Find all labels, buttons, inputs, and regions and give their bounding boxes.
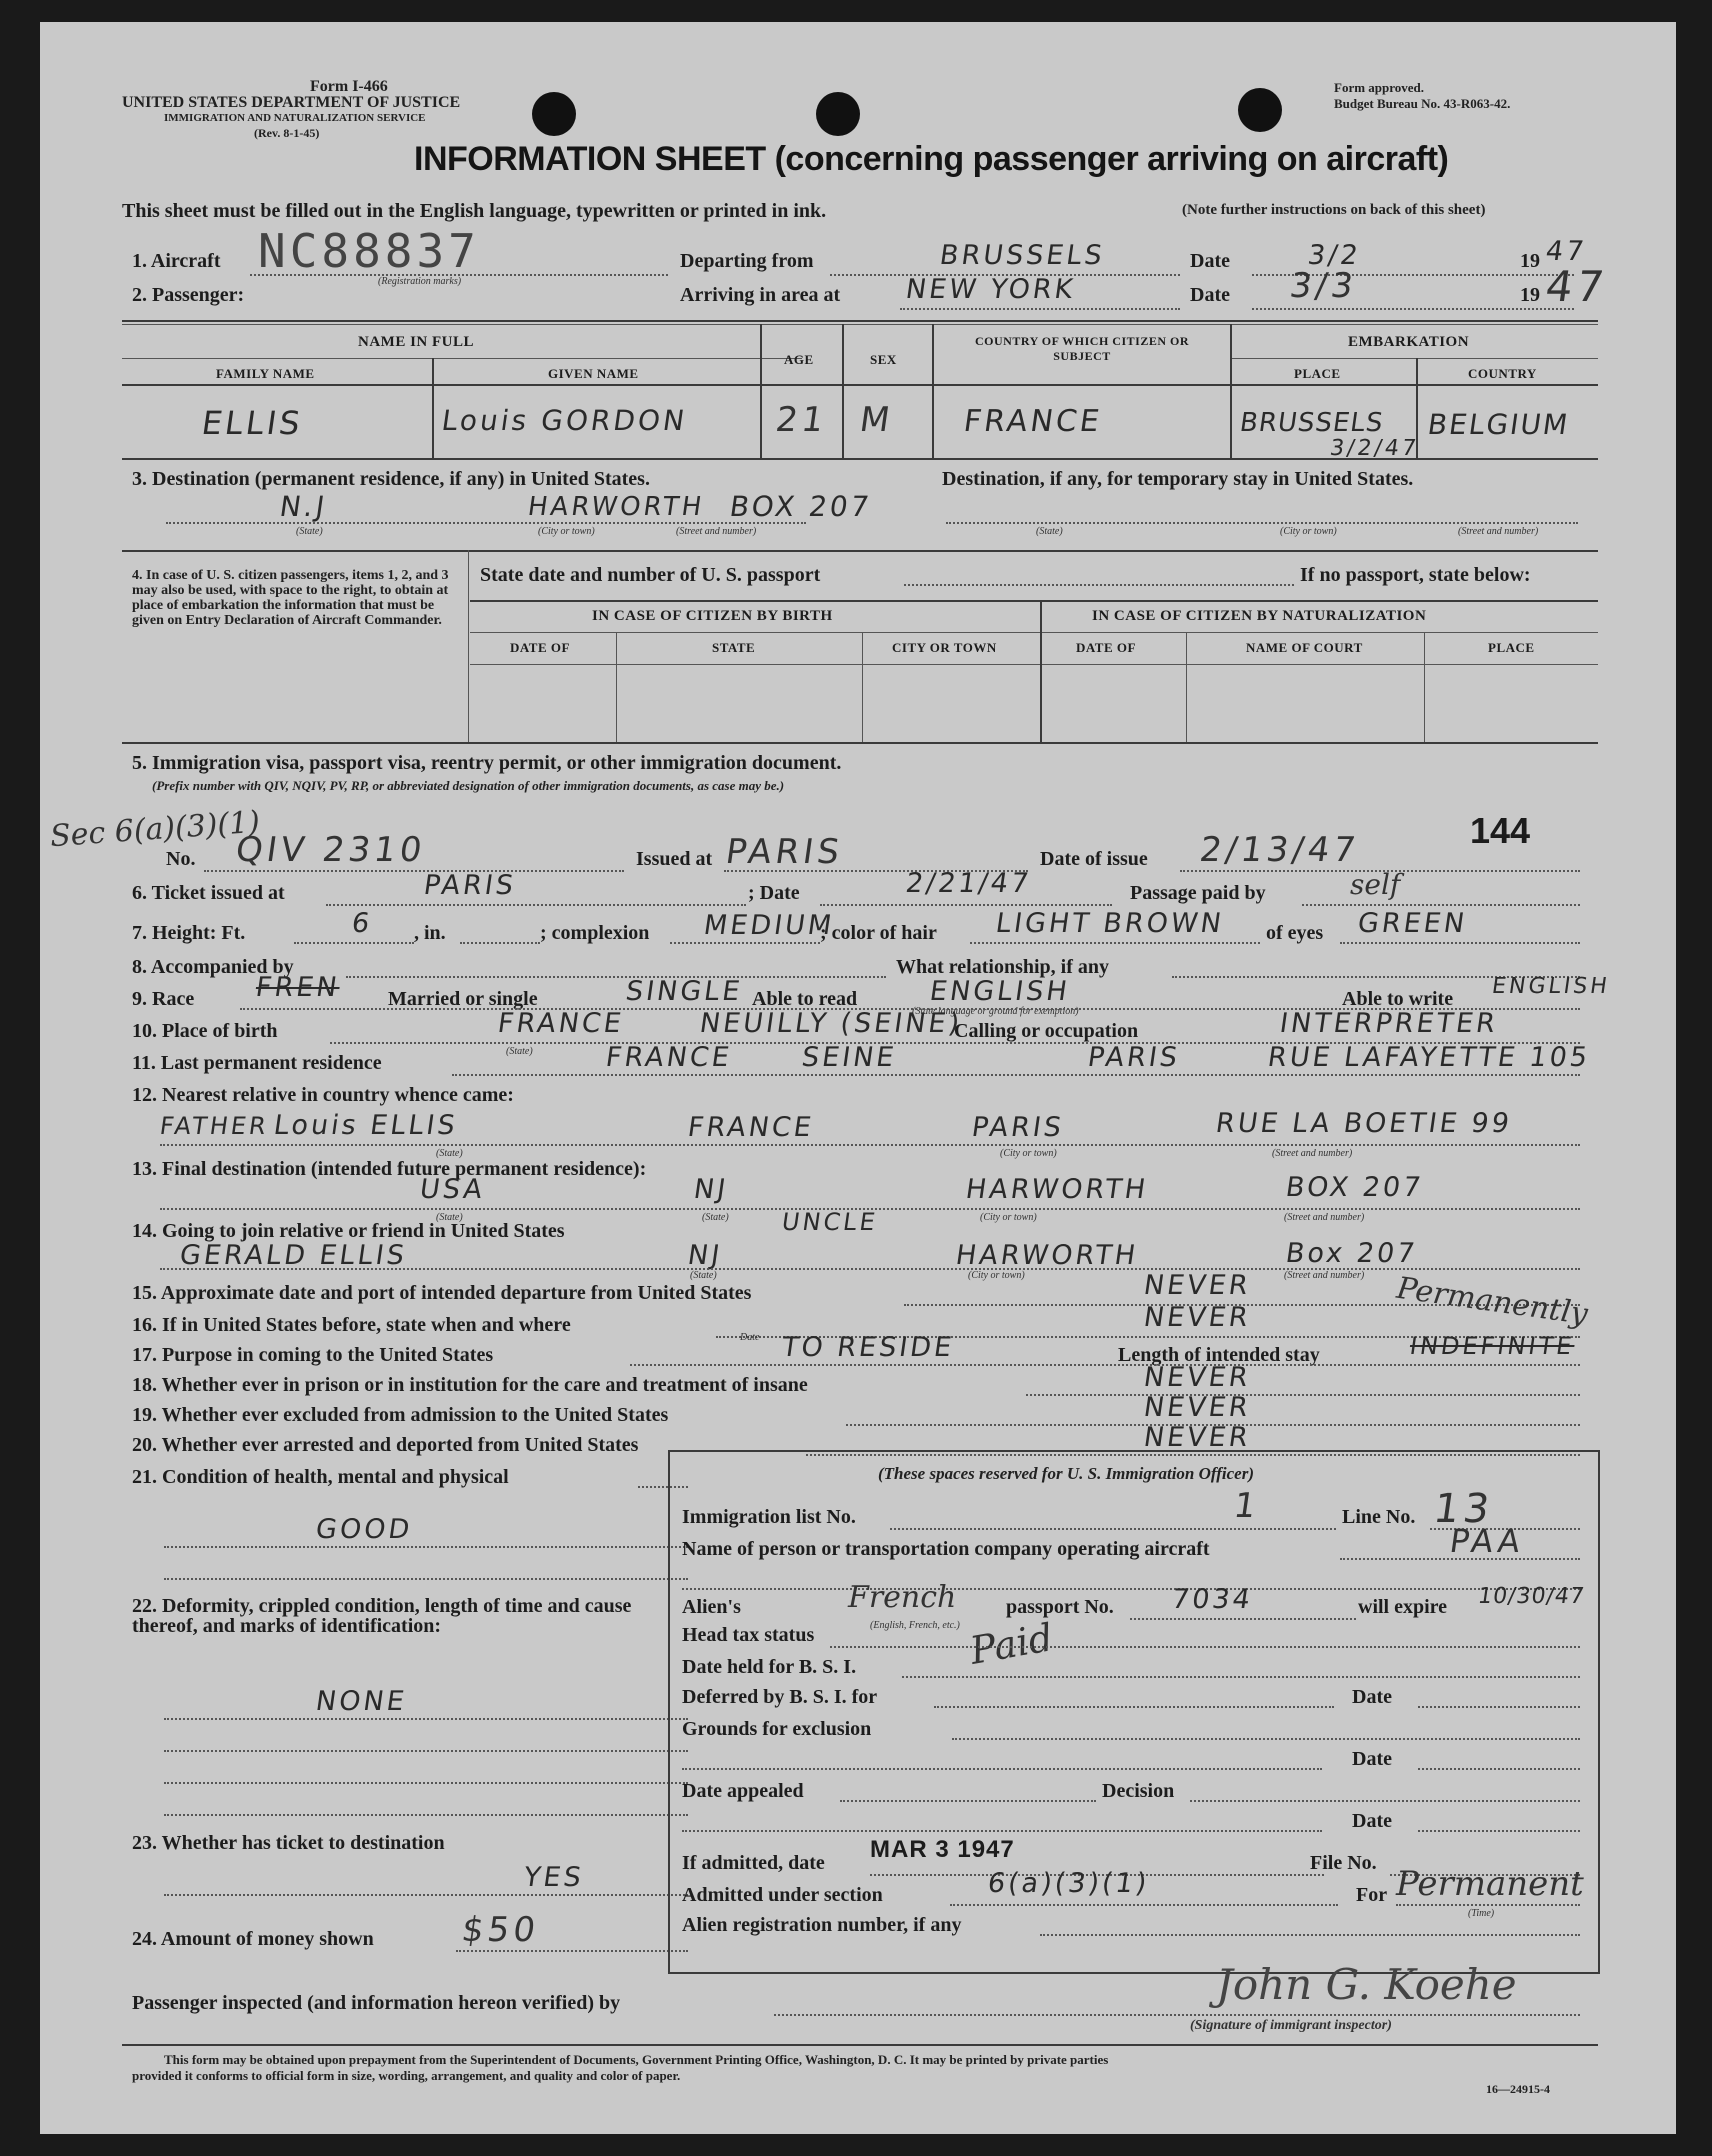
item-6-label: 6. Ticket issued at bbox=[132, 882, 285, 904]
item-4-vline bbox=[468, 550, 469, 742]
join-state-caption: (State) bbox=[690, 1270, 717, 1281]
date-of-issue-label: Date of issue bbox=[1040, 848, 1148, 870]
eyes-label: of eyes bbox=[1266, 922, 1324, 944]
item-15-label: 15. Approximate date and port of intended departure from United States bbox=[132, 1282, 752, 1304]
item-14-label: 14. Going to join relative or friend in United States bbox=[132, 1220, 565, 1242]
appealed-dotline bbox=[840, 1800, 1096, 1802]
hair-dotline bbox=[970, 942, 1260, 944]
passage-paid-label: Passage paid by bbox=[1130, 882, 1266, 904]
join-street-caption: (Street and number) bbox=[1284, 1270, 1365, 1281]
item-22-dotline-3 bbox=[164, 1782, 688, 1784]
item-21-value: GOOD bbox=[313, 1514, 415, 1545]
deferred-date-dotline bbox=[1418, 1706, 1580, 1708]
age-header: AGE bbox=[784, 352, 814, 367]
vline-5 bbox=[1230, 324, 1232, 458]
decision-date-dotline bbox=[1418, 1830, 1580, 1832]
item-16-value: NEVER bbox=[1141, 1302, 1253, 1333]
language-caption: (State language or ground for exemption) bbox=[912, 1006, 1079, 1017]
expire-label: will expire bbox=[1358, 1596, 1448, 1618]
issued-at-label: Issued at bbox=[636, 848, 713, 870]
item-18-value: NEVER bbox=[1141, 1362, 1253, 1393]
item-7-label: 7. Height: Ft. bbox=[132, 922, 246, 944]
join-state: NJ bbox=[685, 1240, 725, 1271]
arriving-year: 47 bbox=[1542, 262, 1611, 311]
destination-street: BOX 207 bbox=[727, 490, 874, 523]
col-date-of-1: DATE OF bbox=[510, 640, 570, 655]
item-8-label: 8. Accompanied by bbox=[132, 956, 294, 978]
embark-date-value: 3/2/47 bbox=[1328, 436, 1421, 461]
arriving-date: 3/3 bbox=[1287, 266, 1360, 306]
final-state: NJ bbox=[691, 1174, 731, 1205]
hair-label: ; color of hair bbox=[820, 922, 937, 944]
item-22-value: NONE bbox=[313, 1686, 409, 1717]
deferred-dotline bbox=[934, 1706, 1334, 1708]
alien-reg-label: Alien registration number, if any bbox=[682, 1914, 962, 1936]
admitted-label: If admitted, date bbox=[682, 1852, 825, 1874]
citizen-value: FRANCE bbox=[961, 404, 1105, 439]
sex-value: M bbox=[857, 400, 897, 440]
given-name-value: Louis GORDON bbox=[439, 404, 690, 437]
operator-label: Name of person or transportation company operating aircraft bbox=[682, 1538, 1210, 1560]
item-11-dotline bbox=[452, 1074, 1580, 1076]
issued-at-value: PARIS bbox=[723, 832, 846, 872]
item-24-dotline bbox=[456, 1950, 688, 1952]
col-city: CITY OR TOWN bbox=[892, 640, 997, 655]
section-dotline bbox=[950, 1904, 1338, 1906]
revision: (Rev. 8-1-45) bbox=[254, 126, 320, 140]
item-5-label: 5. Immigration visa, passport visa, reentry permit, or other immigration document. bbox=[132, 752, 842, 774]
departing-year: 47 bbox=[1543, 236, 1589, 267]
item-10-label: 10. Place of birth bbox=[132, 1020, 278, 1042]
item-4-col-3 bbox=[1186, 632, 1187, 742]
approval-line-1: Form approved. bbox=[1334, 80, 1425, 95]
grounds-date-label: Date bbox=[1352, 1748, 1392, 1770]
passport-no-dotline bbox=[1130, 1618, 1356, 1620]
item-14-dotline bbox=[160, 1268, 1580, 1270]
operator-dotline-2 bbox=[682, 1588, 1580, 1590]
sex-header: SEX bbox=[870, 352, 897, 367]
relative-country: FRANCE bbox=[685, 1112, 816, 1143]
item-15-value: NEVER bbox=[1141, 1270, 1253, 1301]
place-header: PLACE bbox=[1294, 366, 1341, 381]
held-label: Date held for B. S. I. bbox=[682, 1656, 857, 1678]
item-3-dotline bbox=[166, 522, 806, 524]
aliens-caption: (English, French, etc.) bbox=[870, 1620, 960, 1631]
item-4-col-2 bbox=[862, 632, 863, 742]
name-table-top bbox=[122, 320, 1598, 322]
passport-no-value: 7034 bbox=[1169, 1584, 1255, 1615]
relative-city-caption: (City or town) bbox=[1000, 1148, 1057, 1159]
item-12-dotline bbox=[160, 1144, 1580, 1146]
relative-relationship: FATHER bbox=[158, 1112, 271, 1140]
relative-street-caption: (Street and number) bbox=[1272, 1148, 1353, 1159]
stamp-number: 144 bbox=[1470, 810, 1531, 851]
family-name-value: ELLIS bbox=[199, 404, 306, 442]
deferred-label: Deferred by B. S. I. for bbox=[682, 1686, 878, 1708]
operator-dotline bbox=[1340, 1558, 1580, 1560]
col-state: STATE bbox=[712, 640, 756, 655]
head-tax-dotline bbox=[830, 1646, 1580, 1648]
officer-box-heading: (These spaces reserved for U. S. Immigration Officer) bbox=[878, 1464, 1255, 1483]
arriving-dotline bbox=[900, 308, 1180, 310]
residence-state-value: SEINE bbox=[799, 1042, 899, 1073]
name-table-head-bottom bbox=[122, 384, 1598, 386]
country-citizen-header: COUNTRY OF WHICH CITIZEN OR SUBJECT bbox=[975, 334, 1189, 363]
height-in-label: , in. bbox=[414, 922, 446, 944]
item-18-dotline bbox=[1026, 1394, 1580, 1396]
height-ft-dotline bbox=[294, 942, 414, 944]
punch-hole-1 bbox=[532, 92, 576, 136]
item-4-top bbox=[122, 550, 1598, 552]
list-no-value: 1 bbox=[1231, 1486, 1263, 1526]
visa-no-dotline bbox=[204, 870, 624, 872]
signature-caption: (Signature of immigrant inspector) bbox=[1190, 2018, 1392, 2033]
item-23-label: 23. Whether has ticket to destination bbox=[132, 1832, 445, 1854]
residence-city-value: PARIS bbox=[1085, 1042, 1183, 1073]
residence-country-value: FRANCE bbox=[603, 1042, 734, 1073]
item-5-sub: (Prefix number with QIV, NQIV, PV, RP, or abbreviated designation of other immigration documents, as case may be.) bbox=[152, 778, 785, 793]
state-caption-right: (State) bbox=[1036, 526, 1063, 537]
for-dotline bbox=[1396, 1904, 1580, 1906]
passenger-label: 2. Passenger: bbox=[132, 284, 245, 306]
vline-4 bbox=[932, 324, 934, 458]
read-value: ENGLISH bbox=[927, 976, 1072, 1007]
height-in-dotline bbox=[460, 942, 540, 944]
departing-value: BRUSSELS bbox=[937, 240, 1107, 271]
final-country: USA bbox=[417, 1174, 488, 1205]
section-value: 6(a)(3)(1) bbox=[985, 1868, 1152, 1899]
col-court: NAME OF COURT bbox=[1246, 640, 1363, 655]
for-label: For bbox=[1356, 1884, 1388, 1906]
list-no-label: Immigration list No. bbox=[682, 1506, 856, 1528]
list-no-dotline bbox=[890, 1528, 1336, 1530]
final-city-caption: (City or town) bbox=[980, 1212, 1037, 1223]
given-name-header: GIVEN NAME bbox=[548, 366, 639, 381]
passport-no-label: passport No. bbox=[1006, 1596, 1114, 1618]
passport-dotline bbox=[904, 584, 1294, 586]
item-4-col-4 bbox=[1424, 632, 1425, 742]
name-in-full-header: NAME IN FULL bbox=[358, 334, 475, 350]
hair-value: LIGHT BROWN bbox=[993, 908, 1226, 939]
inspected-label: Passenger inspected (and information hereon verified) by bbox=[132, 1992, 621, 2014]
arr-date-dotline bbox=[1252, 308, 1574, 310]
relative-name: Louis ELLIS bbox=[271, 1110, 460, 1141]
decision-date-label: Date bbox=[1352, 1810, 1392, 1832]
registration-caption: (Registration marks) bbox=[378, 276, 462, 287]
item-17-date-caption: Date bbox=[740, 1332, 760, 1343]
item-3-dotline-right bbox=[946, 522, 1578, 524]
item-17-value: TO RESIDE bbox=[779, 1332, 957, 1363]
item-18-label: 18. Whether ever in prison or in institution for the care and treatment of insane bbox=[132, 1374, 808, 1396]
final-city: HARWORTH bbox=[963, 1174, 1151, 1205]
aliens-value: French bbox=[848, 1580, 957, 1615]
instructions-left: This sheet must be filled out in the English language, typewritten or printed in ink. bbox=[122, 200, 827, 222]
final-state-caption: (State) bbox=[702, 1212, 729, 1223]
item-9-label: 9. Race bbox=[132, 988, 195, 1010]
head-tax-label: Head tax status bbox=[682, 1624, 815, 1646]
birth-country-caption: (State) bbox=[506, 1046, 533, 1057]
page-title: INFORMATION SHEET (concerning passenger arriving on aircraft) bbox=[414, 140, 1449, 178]
form-number: Form I-466 bbox=[310, 78, 388, 95]
expire-value: 10/30/47 bbox=[1476, 1584, 1587, 1609]
instructions-right: (Note further instructions on back of this sheet) bbox=[1182, 202, 1486, 218]
inspector-signature: John G. Koehe bbox=[1216, 1960, 1517, 2009]
footer-note-2: provided it conforms to official form in size, wording, arrangement, and quality and color of paper. bbox=[132, 2068, 681, 2083]
birth-country-value: FRANCE bbox=[495, 1008, 626, 1039]
item-4-col-1 bbox=[616, 632, 617, 742]
ticket-issued-value: PARIS bbox=[421, 870, 519, 901]
arriving-year-prefix: 19 bbox=[1520, 284, 1540, 306]
footer-rule bbox=[122, 2044, 1598, 2046]
country-header: COUNTRY bbox=[1468, 366, 1537, 381]
section-margin-note: Sec 6(a)(3)(1) bbox=[49, 804, 261, 855]
final-country-caption: (State) bbox=[436, 1212, 463, 1223]
citizen-by-nat-header: IN CASE OF CITIZEN BY NATURALIZATION bbox=[1092, 608, 1427, 624]
eyes-dotline bbox=[1340, 942, 1580, 944]
embark-sub bbox=[1232, 358, 1598, 359]
married-value: SINGLE bbox=[623, 976, 745, 1007]
passage-paid-value: self bbox=[1350, 868, 1401, 901]
departing-date: 3/2 bbox=[1305, 240, 1363, 271]
item-24-value: $50 bbox=[459, 1910, 542, 1950]
height-ft-value: 6 bbox=[349, 908, 375, 939]
birth-city-value: NEUILLY (SEINE) bbox=[697, 1008, 965, 1039]
permanently-note: Permanently bbox=[1394, 1270, 1590, 1333]
time-caption: (Time) bbox=[1468, 1908, 1495, 1919]
relative-city: PARIS bbox=[969, 1112, 1067, 1143]
occupation-value: INTERPRETER bbox=[1277, 1008, 1501, 1039]
item-3-label-right: Destination, if any, for temporary stay in United States. bbox=[942, 468, 1414, 490]
item-17-dotline bbox=[630, 1364, 1580, 1366]
final-street: BOX 207 bbox=[1283, 1172, 1426, 1203]
item-22-dotline-4 bbox=[164, 1814, 688, 1816]
item-19-value: NEVER bbox=[1141, 1392, 1253, 1423]
date-of-issue-value: 2/13/47 bbox=[1197, 830, 1362, 870]
item-22-dotline-1 bbox=[164, 1718, 688, 1720]
join-relationship: UNCLE bbox=[780, 1208, 880, 1236]
agency-line-1: UNITED STATES DEPARTMENT OF JUSTICE bbox=[122, 94, 461, 111]
item-21-label: 21. Condition of health, mental and physical bbox=[132, 1466, 509, 1488]
col-place: PLACE bbox=[1488, 640, 1535, 655]
item-6-dotline-1 bbox=[326, 904, 746, 906]
destination-city: HARWORTH bbox=[525, 492, 707, 522]
race-value: FREN bbox=[253, 972, 342, 1003]
item-4-mid bbox=[1040, 600, 1042, 742]
grounds-label: Grounds for exclusion bbox=[682, 1718, 872, 1740]
join-name: GERALD ELLIS bbox=[177, 1240, 409, 1271]
operator-value: PAA bbox=[1447, 1522, 1527, 1560]
item-23-value: YES bbox=[521, 1862, 586, 1893]
married-label: Married or single bbox=[388, 988, 538, 1010]
write-value: ENGLISH bbox=[1490, 974, 1612, 999]
visa-no-label: No. bbox=[166, 848, 196, 870]
item-21-dotline-3 bbox=[164, 1578, 688, 1580]
relationship-label: What relationship, if any bbox=[896, 956, 1109, 978]
embarkation-header: EMBARKATION bbox=[1348, 334, 1470, 350]
name-table-sub bbox=[122, 358, 802, 359]
item-21-dotline-2 bbox=[164, 1546, 688, 1548]
embark-country-value: BELGIUM bbox=[1425, 408, 1572, 441]
item-22-dotline-2 bbox=[164, 1750, 688, 1752]
write-label: Able to write bbox=[1342, 988, 1454, 1010]
head-tax-value: Paid bbox=[966, 1615, 1057, 1673]
departing-year-prefix: 19 bbox=[1520, 250, 1540, 272]
item-4-bottom bbox=[122, 742, 1598, 744]
item-3-label: 3. Destination (permanent residence, if any) in United States. bbox=[132, 468, 650, 490]
grounds-date-dotline bbox=[1418, 1768, 1580, 1770]
passport-label: State date and number of U. S. passport bbox=[480, 564, 821, 586]
item-6-dotline-3 bbox=[1302, 904, 1580, 906]
state-caption: (State) bbox=[296, 526, 323, 537]
line-no-label: Line No. bbox=[1342, 1506, 1416, 1528]
eyes-value: GREEN bbox=[1355, 908, 1470, 939]
aircraft-label: 1. Aircraft bbox=[132, 250, 221, 272]
decision-dotline bbox=[1190, 1800, 1580, 1802]
footer-note-1: This form may be obtained upon prepayment from the Superintendent of Documents, Government Printing Office, Washington, D. C. It may be printed by private parties bbox=[164, 2052, 1109, 2067]
arriving-label: Arriving in area at bbox=[680, 284, 841, 306]
form-sheet bbox=[40, 22, 1676, 2134]
residence-street-value: RUE LAFAYETTE 105 bbox=[1265, 1042, 1593, 1073]
arriving-date-label: Date bbox=[1190, 284, 1230, 306]
item-12-label: 12. Nearest relative in country whence came: bbox=[132, 1084, 514, 1106]
item-22-label: 22. Deformity, crippled condition, length of time and cause thereof, and marks of identification: bbox=[132, 1595, 632, 1637]
file-no-label: File No. bbox=[1310, 1852, 1377, 1874]
item-4-head-top bbox=[470, 600, 1598, 602]
line-no-value: 13 bbox=[1430, 1486, 1497, 1532]
grounds-dotline bbox=[952, 1738, 1580, 1740]
approval-line-2: Budget Bureau No. 43-R063-42. bbox=[1334, 96, 1511, 111]
item-19-label: 19. Whether ever excluded from admission to the United States bbox=[132, 1404, 669, 1426]
calling-label: Calling or occupation bbox=[954, 1020, 1139, 1042]
vline-3 bbox=[842, 324, 844, 458]
item-11-label: 11. Last permanent residence bbox=[132, 1052, 382, 1074]
read-label: Able to read bbox=[752, 988, 858, 1010]
aircraft-registration: NC88837 bbox=[258, 224, 480, 278]
item-8-dotline bbox=[346, 976, 886, 978]
citizen-by-birth-header: IN CASE OF CITIZEN BY BIRTH bbox=[592, 608, 833, 624]
alien-reg-dotline bbox=[1040, 1934, 1580, 1936]
city-caption-right: (City or town) bbox=[1280, 526, 1337, 537]
item-20-label: 20. Whether ever arrested and deported from United States bbox=[132, 1434, 639, 1456]
vline-2 bbox=[760, 324, 762, 458]
stay-value: INDEFINITE bbox=[1408, 1332, 1577, 1360]
ticket-date-value: 2/21/47 bbox=[903, 868, 1034, 899]
punch-hole-3 bbox=[1238, 88, 1282, 132]
name-table-top2 bbox=[122, 324, 1598, 325]
aliens-label: Alien's bbox=[682, 1596, 741, 1618]
deferred-date-label: Date bbox=[1352, 1686, 1392, 1708]
footer-code: 16—24915-4 bbox=[1486, 2082, 1550, 2096]
relative-street: RUE LA BOETIE 99 bbox=[1213, 1108, 1514, 1139]
city-caption: (City or town) bbox=[538, 526, 595, 537]
join-city-caption: (City or town) bbox=[968, 1270, 1025, 1281]
family-name-header: FAMILY NAME bbox=[216, 366, 315, 381]
final-street-caption: (Street and number) bbox=[1284, 1212, 1365, 1223]
for-value: Permanent bbox=[1396, 1864, 1584, 1904]
arriving-value: NEW YORK bbox=[903, 274, 1078, 305]
decision-dotline-2 bbox=[682, 1830, 1322, 1832]
item-6-dotline-2 bbox=[820, 904, 1112, 906]
join-street: Box 207 bbox=[1283, 1238, 1420, 1269]
departing-date-label: Date bbox=[1190, 250, 1230, 272]
item-17-label: 17. Purpose in coming to the United States bbox=[132, 1344, 494, 1366]
item-13-label: 13. Final destination (intended future permanent residence): bbox=[132, 1158, 647, 1180]
ticket-date-label: ; Date bbox=[748, 882, 800, 904]
departing-label: Departing from bbox=[680, 250, 814, 272]
item-20-value: NEVER bbox=[1141, 1422, 1253, 1453]
admitted-stamp: MAR 3 1947 bbox=[870, 1836, 1015, 1863]
item-4-head-mid bbox=[470, 632, 1598, 633]
section-label: Admitted under section bbox=[682, 1884, 883, 1906]
item-4-note: 4. In case of U. S. citizen passengers, items 1, 2, and 3 may also be used, with space to the right, to obtain at place of embarkation the information that must be given on Entry Declaration of Aircraft Commander. bbox=[132, 568, 449, 628]
decision-label: Decision bbox=[1102, 1780, 1175, 1802]
street-caption-right: (Street and number) bbox=[1458, 526, 1539, 537]
complexion-dotline bbox=[670, 942, 820, 944]
grounds-dotline-2 bbox=[682, 1768, 1322, 1770]
street-caption: (Street and number) bbox=[676, 526, 757, 537]
no-passport-label: If no passport, state below: bbox=[1300, 564, 1531, 586]
complexion-value: MEDIUM bbox=[701, 910, 837, 941]
embark-place-value: BRUSSELS bbox=[1237, 408, 1386, 438]
relative-name-caption: (State) bbox=[436, 1148, 463, 1159]
destination-state: N.J bbox=[277, 490, 330, 523]
item-23-dotline bbox=[164, 1894, 688, 1896]
age-value: 21 bbox=[773, 400, 831, 440]
item-4-head-bottom bbox=[470, 664, 1598, 665]
stay-label: Length of intended stay bbox=[1118, 1344, 1320, 1366]
complexion-label: ; complexion bbox=[540, 922, 650, 944]
punch-hole-2 bbox=[816, 92, 860, 136]
join-city: HARWORTH bbox=[953, 1240, 1141, 1271]
item-16-label: 16. If in United States before, state when and where bbox=[132, 1314, 571, 1336]
item-24-label: 24. Amount of money shown bbox=[132, 1928, 374, 1950]
held-dotline bbox=[902, 1676, 1580, 1678]
agency-line-2: IMMIGRATION AND NATURALIZATION SERVICE bbox=[164, 112, 426, 124]
appealed-label: Date appealed bbox=[682, 1780, 804, 1802]
col-date-of-2: DATE OF bbox=[1076, 640, 1136, 655]
vline-1 bbox=[432, 358, 434, 458]
visa-no-value: QIV 2310 bbox=[233, 830, 429, 870]
inspected-dotline bbox=[774, 2014, 1580, 2016]
